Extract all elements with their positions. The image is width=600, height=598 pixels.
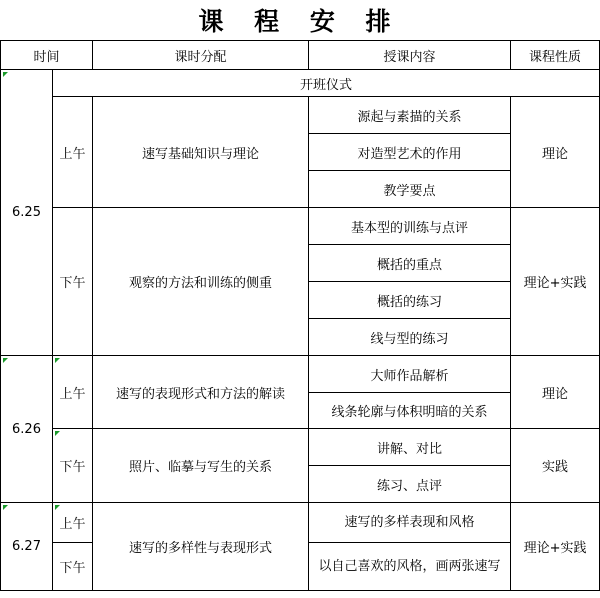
period-label: 下午	[59, 460, 86, 475]
period-cell: 上午	[53, 97, 93, 208]
nature-cell: 实践	[511, 429, 600, 503]
content-cell: 讲解、对比	[309, 429, 511, 466]
schedule-table	[0, 40, 600, 591]
content-cell: 概括的重点	[309, 245, 511, 282]
table-row	[1, 356, 600, 393]
date-cell	[1, 503, 53, 591]
table-row	[1, 208, 600, 245]
content-cell: 线与型的练习	[309, 319, 511, 356]
cell-marker-icon	[55, 431, 60, 436]
content-cell: 源起与素描的关系	[309, 97, 511, 134]
period-cell: 下午	[53, 543, 93, 591]
opening-cell: 开班仪式	[53, 70, 600, 97]
date-label: 6.27	[12, 539, 41, 554]
table-row	[1, 97, 600, 134]
header-content: 授课内容	[309, 41, 511, 70]
page-title: 课 程 安 排	[198, 7, 402, 36]
allocation-cell: 速写基础知识与理论	[93, 97, 309, 208]
cell-marker-icon	[3, 358, 8, 363]
cell-marker-icon	[55, 505, 60, 510]
cell-marker-icon	[55, 358, 60, 363]
date-label: 6.26	[12, 421, 41, 437]
period-cell: 下午	[53, 208, 93, 356]
allocation-cell: 速写的多样性与表现形式	[93, 503, 309, 591]
period-cell	[53, 503, 93, 543]
content-cell: 线条轮廓与体积明暗的关系	[309, 393, 511, 429]
table-row	[1, 429, 600, 466]
cell-marker-icon	[3, 505, 8, 510]
date-label: 6.25	[12, 205, 41, 220]
content-cell: 以自己喜欢的风格，画两张速写	[309, 543, 511, 591]
header-allocation: 课时分配	[93, 41, 309, 70]
date-cell	[1, 70, 53, 356]
period-cell	[53, 429, 93, 503]
nature-cell: 理论+实践	[511, 503, 600, 591]
allocation-cell: 观察的方法和训练的侧重	[93, 208, 309, 356]
content-cell: 大师作品解析	[309, 356, 511, 393]
content-cell: 概括的练习	[309, 282, 511, 319]
table-row	[1, 503, 600, 543]
period-label: 上午	[59, 517, 86, 532]
table-row	[1, 70, 600, 97]
nature-cell: 理论+实践	[511, 208, 600, 356]
content-cell: 对造型艺术的作用	[309, 134, 511, 171]
content-cell: 练习、点评	[309, 466, 511, 503]
period-label: 上午	[59, 386, 86, 402]
nature-cell: 理论	[511, 97, 600, 208]
cell-marker-icon	[3, 72, 8, 77]
title-row	[0, 0, 600, 40]
allocation-cell: 照片、临摹与写生的关系	[93, 429, 309, 503]
header-time: 时间	[1, 41, 93, 70]
date-cell	[1, 356, 53, 503]
period-cell	[53, 356, 93, 429]
header-row	[1, 41, 600, 70]
header-nature: 课程性质	[511, 41, 600, 70]
content-cell: 基本型的训练与点评	[309, 208, 511, 245]
nature-cell: 理论	[511, 356, 600, 429]
allocation-cell: 速写的表现形式和方法的解读	[93, 356, 309, 429]
content-cell: 速写的多样表现和风格	[309, 503, 511, 543]
content-cell: 教学要点	[309, 171, 511, 208]
